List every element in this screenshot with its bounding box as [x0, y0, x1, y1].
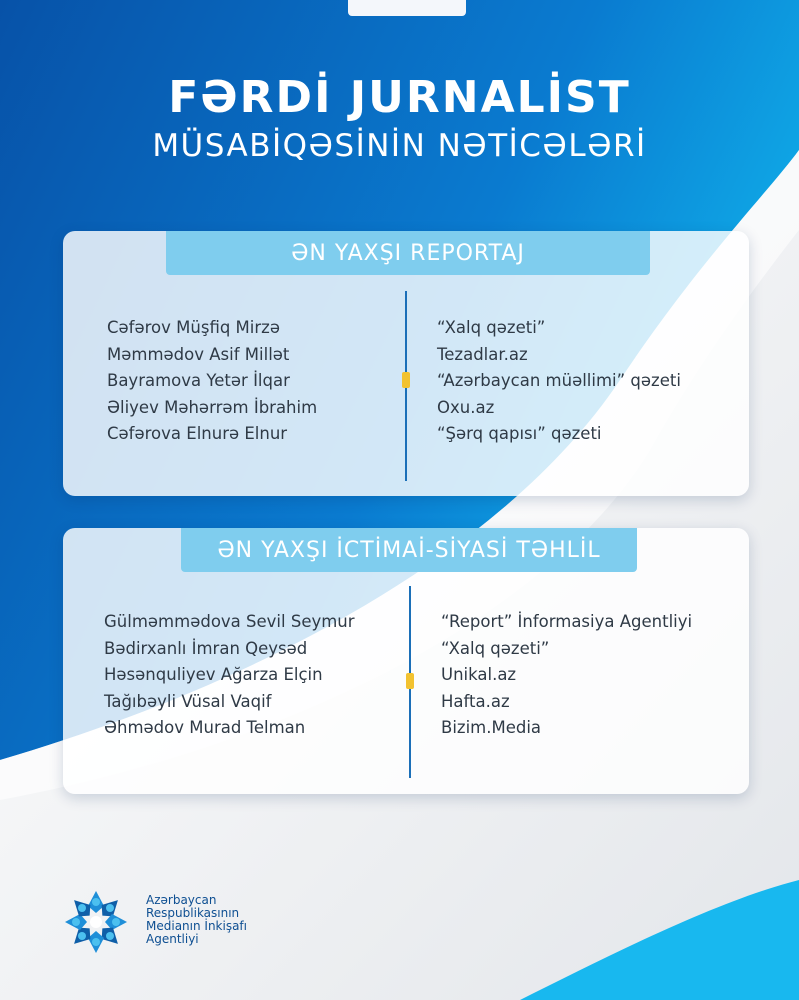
divider-marker — [402, 372, 410, 388]
media-outlet: Tezadlar.az — [437, 344, 528, 364]
winner-name: Gülməmmədova Sevil Seymur — [104, 612, 355, 631]
winner-names-list — [104, 609, 355, 742]
media-agency-emblem-icon — [62, 888, 130, 956]
winner-name: Əliyev Məhərrəm İbrahim — [107, 397, 318, 417]
agency-name-line: Respublikasının — [146, 906, 240, 920]
media-outlet: “Xalq qəzeti” — [437, 318, 546, 337]
media-outlet: Bizim.Media — [441, 718, 542, 737]
winner-name: Həsənquliyev Ağarza Elçin — [104, 665, 323, 684]
winner-name: Cəfərov Müşfiq Mirzə — [107, 318, 280, 337]
media-outlet: Oxu.az — [437, 397, 495, 417]
winner-name: Bayramova Yetər İlqar — [107, 371, 290, 390]
media-outlet: “Azərbaycan müəllimi” qəzeti — [437, 371, 681, 390]
page-subtitle: MÜSABİQƏSİNİN NƏTİCƏLƏRİ — [152, 128, 647, 164]
section-card-reportaj — [63, 231, 749, 496]
winner-name: Əhmədov Murad Telman — [104, 718, 306, 737]
media-outlets-list — [441, 609, 692, 742]
media-outlet: “Report” İnformasiya Agentliyi — [441, 612, 693, 631]
agency-name-line: Medianın İnkişafı — [146, 919, 247, 933]
media-outlets-list — [437, 315, 681, 448]
winner-name: Cəfərova Elnurə Elnur — [107, 424, 288, 443]
divider-marker — [406, 673, 414, 689]
winner-names-list — [107, 315, 317, 448]
agency-name — [146, 894, 247, 946]
media-outlet: “Xalq qəzeti” — [441, 638, 550, 658]
winner-name: Məmmədov Asif Millət — [107, 344, 290, 364]
media-outlet: Hafta.az — [441, 691, 510, 711]
top-tab — [348, 0, 466, 16]
section-heading: ƏN YAXŞI REPORTAJ — [166, 231, 650, 275]
agency-name-line: Azərbaycan — [146, 893, 217, 907]
media-outlet: Unikal.az — [441, 665, 517, 684]
page-title: FƏRDİ JURNALİST — [168, 72, 631, 123]
section-heading: ƏN YAXŞI İCTİMAİ-SİYASİ TƏHLİL — [181, 528, 637, 572]
media-outlet: “Şərq qapısı” qəzeti — [437, 424, 602, 443]
section-card-analysis — [63, 528, 749, 794]
winner-name: Tağıbəyli Vüsal Vaqif — [104, 691, 272, 711]
winner-name: Bədirxanlı İmran Qeysəd — [104, 638, 308, 658]
agency-name-line: Agentliyi — [146, 932, 199, 946]
